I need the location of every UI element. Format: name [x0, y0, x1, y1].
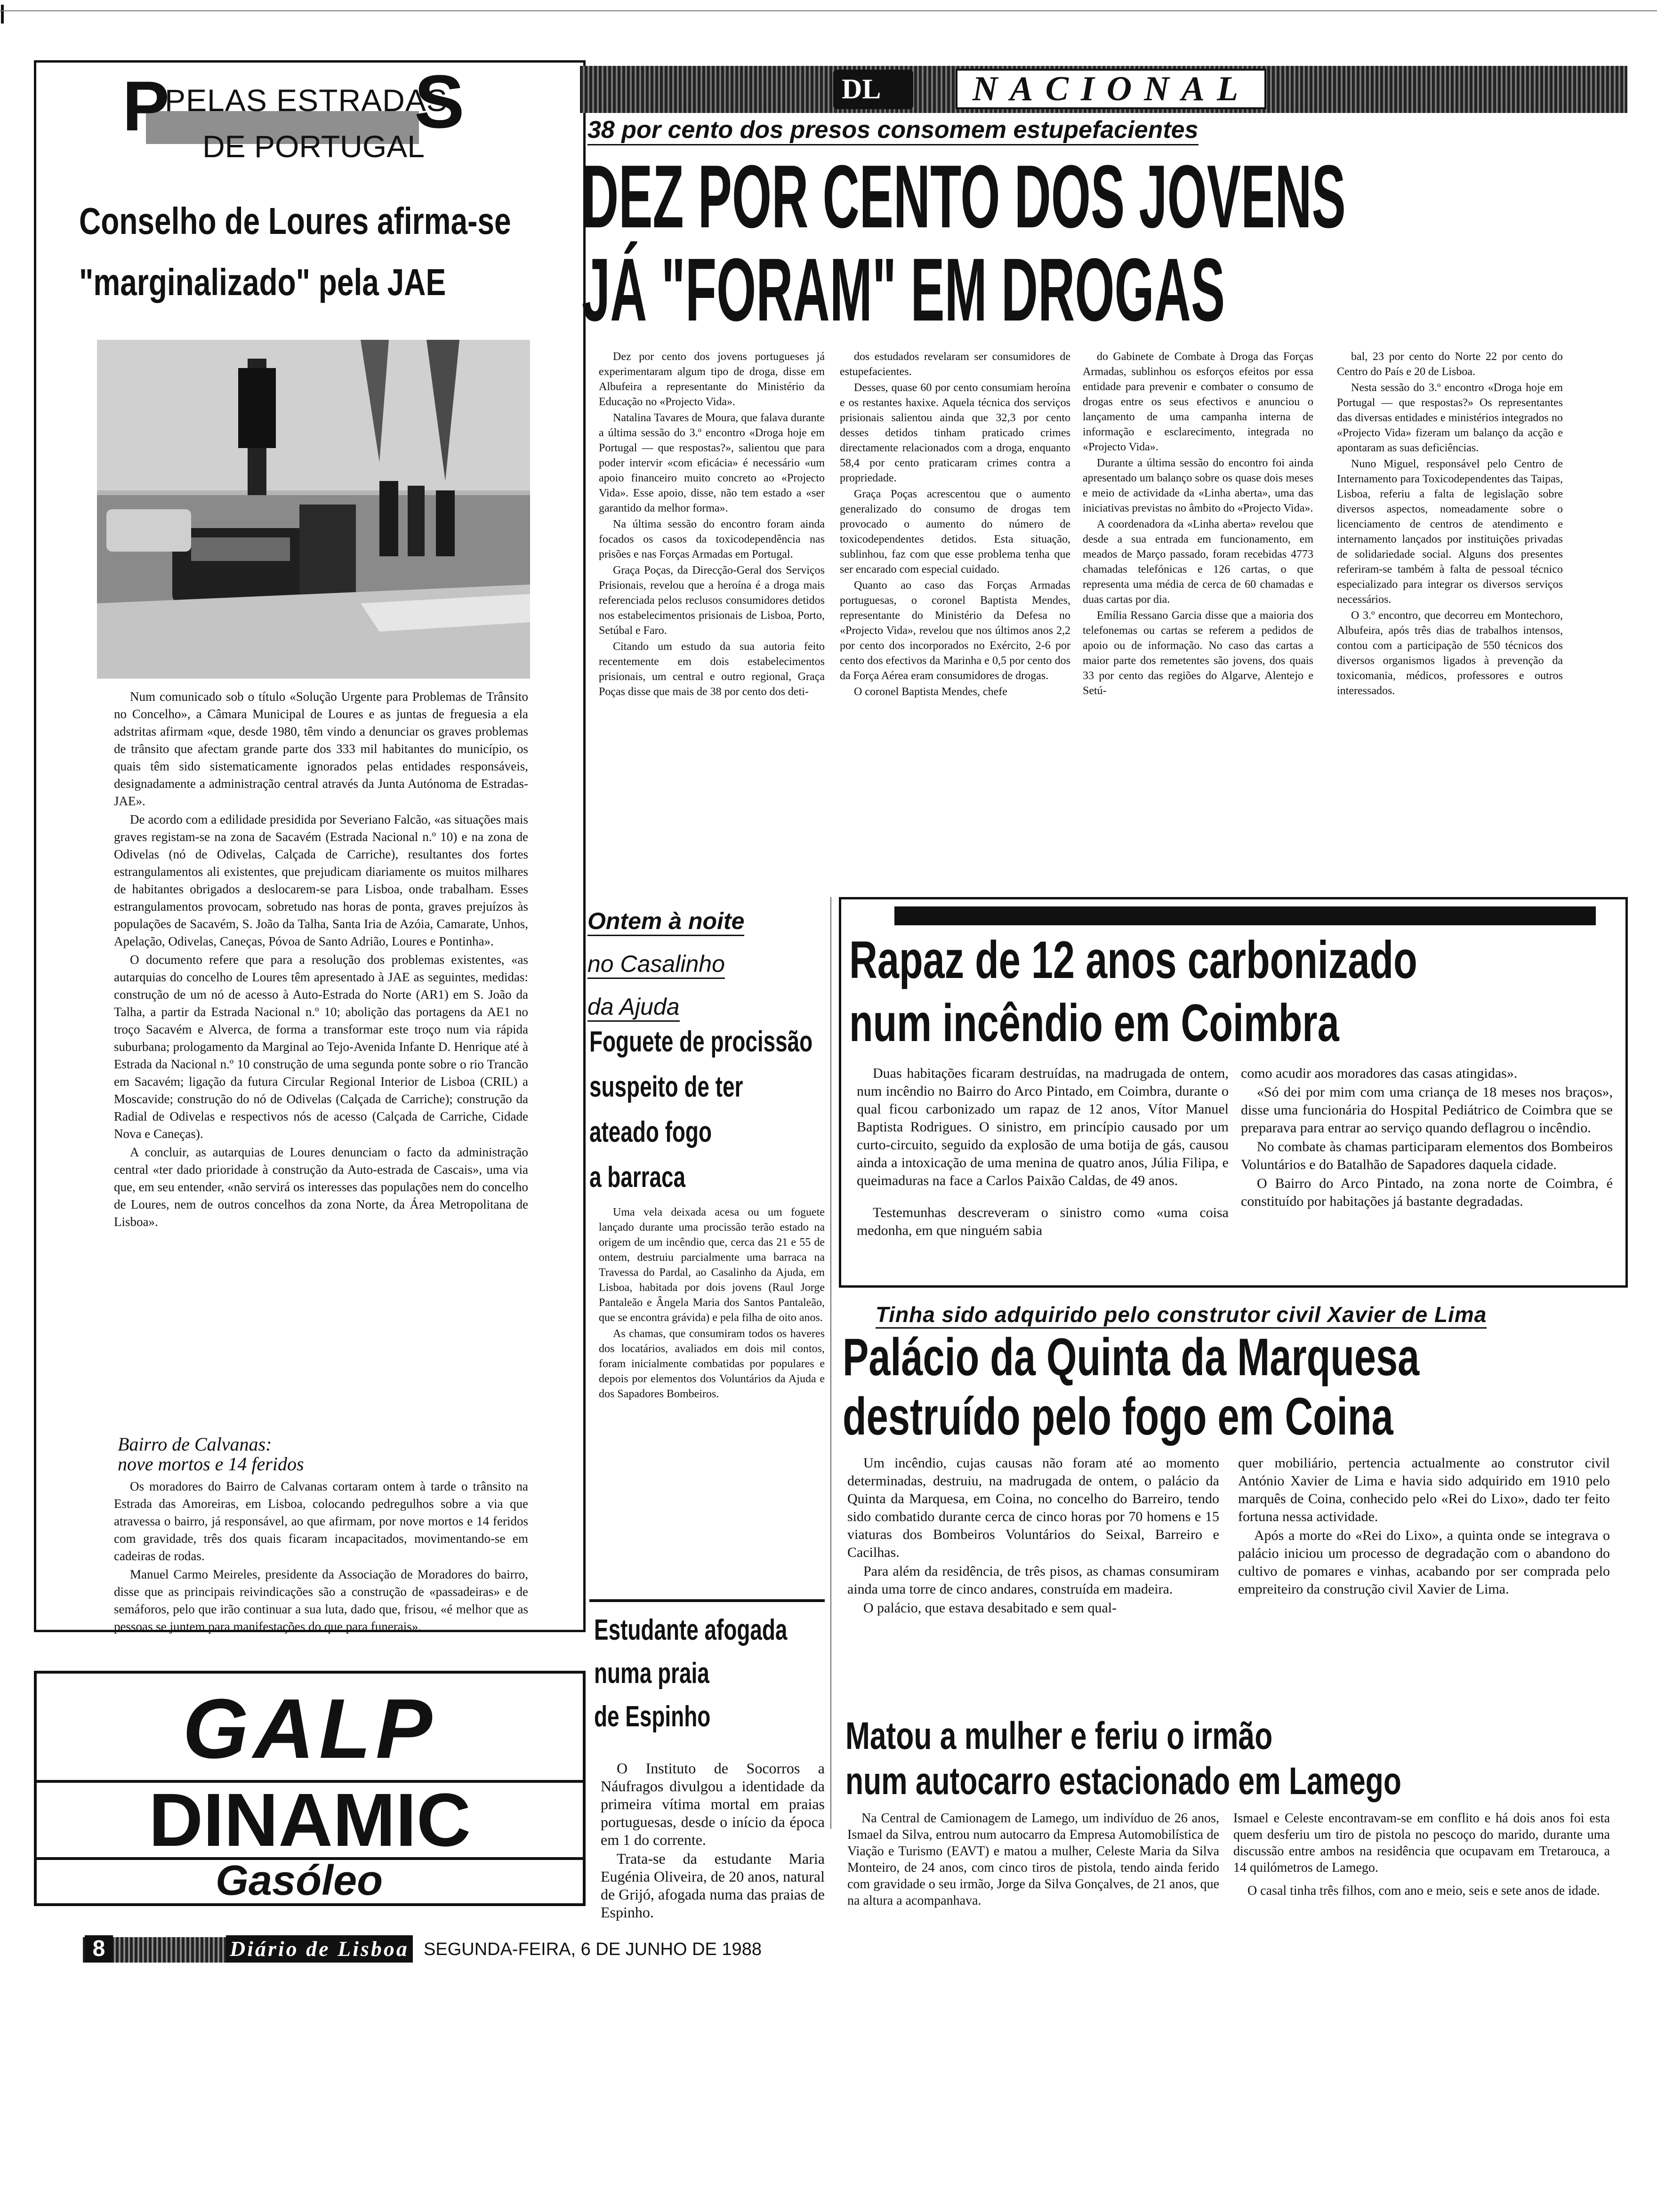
coimbra-top-bar: [894, 906, 1596, 925]
coimbra-headline-line2: num incêndio em Coimbra: [849, 994, 1339, 1052]
galp-tagline: Gasóleo: [216, 1857, 383, 1904]
coimbra-col2: [1241, 1065, 1613, 1211]
ajuda-headline-line3: ateado fogo: [589, 1116, 712, 1148]
galp-product: DINAMIC: [148, 1778, 471, 1862]
loures-paragraph: De acordo com a edilidade presidida por Severiano Falcão, «as situações mais graves registam-se na zona de Sacavém (Estrada Nacional n.º 10) e na zona de Odivelas (nó de Odivelas, Calçada de Carriche), resultantes dos fortes estrangulamentos ali existentes, que prejudicam diariamente os muitos milhares de habitantes obrigados a deslocarem-se para Lisboa, onde trabalham. Esses estrangulamentos provocam, sobretudo nas horas de ponta, graves prejuízos às populações de Sacavém, S. João da Talha, Santa Iria de Azóia, Camarate, Unhos, Apelação, Odivelas, Caneças, Póvoa de Santo Adrião, Loures e Pontinha».: [114, 812, 528, 948]
loures-paragraph: O documento refere que para a resolução dos problemas existentes, «as autarquias do concelho de Loures têm apresentado à JAE as seguintes, medidas: construção de um nó de acesso à Auto-Estrada do Norte (AR1) em S. João da Talha, a partir da Estrada Nacional n.º 10; abolição das portagens da AE1 no troço Sacavém e Alverca, de forma a transformar este troço num via rápida suburbana; prologamento da Marginal ao Tejo-Avenida Infante D. Henrique até à Estrada da Nacional n.º 10 construção de uma segunda ponte sobre o rio Trancão em Sacavém; ligação da futura Circular Regional Interior de Lisboa (CRIL) a Moscavide; construção do nó de Odivelas (Calçada de Carriche); construção da Radial de Odivelas e respectivos nós de acesso (Calçada de Carriche, Cidade Nova e Caneças).: [114, 953, 528, 1141]
coimbra-paragraph: Testemunhas descreveram o sinistro como «uma coisa medonha, em que ninguém sabia: [857, 1205, 1229, 1238]
drugs-paragraph: O coronel Baptista Mendes, chefe: [854, 686, 1007, 698]
espinho-headline-line3: de Espinho: [594, 1700, 711, 1733]
ajuda-headline-line4: a barraca: [589, 1161, 686, 1194]
lamego-headline-line2: num autocarro estacionado em Lamego: [845, 1760, 1401, 1803]
ajuda-headline-line2: suspeito de ter: [589, 1071, 743, 1103]
lamego-col1: [847, 1810, 1219, 1910]
drugs-column-1: [599, 349, 825, 700]
drugs-paragraph: Na última sessão do encontro foram ainda focados os casos da toxicodependência nas prisões e nas Forças Armadas em Portugal.: [599, 518, 825, 561]
drugs-paragraph: Nuno Miguel, responsável pelo Centro de Internamento para Toxicodependentes das Taipas, Lisboa, referiu a falta de legislação sobre diversos aspectos, nomeadamente sobre o licenciamento de centros de atendimento e internamento lançados por instituições privadas de solidariedade social. Alguns dos presentes referiram-se também à falta de pessoal técnico especializado para integrar os diversos serviços necessários.: [1337, 458, 1563, 606]
espinho-paragraph: O Instituto de Socorros a Náufragos divulgou a identidade da primeira vítima mortal em praias portuguesas, desde o início da época em 1 do corrente.: [601, 1760, 825, 1848]
drugs-kicker: 38 por cento dos presos consomem estupefacientes: [587, 116, 1199, 145]
espinho-headline-line1: Estudante afogada: [594, 1614, 788, 1646]
drugs-paragraph: Citando um estudo da sua autoria feito recentemente em dois estabelecimentos prisionais, um central e outro regional, Graça Poças disse que mais de 38 por cento dos deti-: [599, 641, 825, 698]
ajuda-headline-line1: Foguete de procissão: [589, 1026, 813, 1058]
coimbra-paragraph: No combate às chamas participaram elementos dos Bombeiros Voluntários e do Batalhão de Sapadores daquela cidade.: [1241, 1139, 1613, 1172]
galp-ad: [34, 1671, 586, 1906]
drugs-paragraph: Dez por cento dos jovens portugueses já experimentaram algum tipo de droga, disse em Albufeira a representante do Ministério da Educação no «Projecto Vida».: [599, 351, 825, 408]
loures-headline-line1: Conselho de Loures afirma-se: [79, 200, 511, 242]
ajuda-paragraph: Uma vela deixada acesa ou um foguete lançado durante uma procissão terão estado na origem de um incêndio que, cerca das 21 e 55 de ontem, destruiu parcialmente uma barraca na Travessa do Pardal, ao Casalinho da Ajuda, em Lisboa, habitada por dois jovens (Raul Jorge Pantaleão e Ângela Maria dos Santos Pantaleão, que se encontra grávida) e pela filha de oito anos.: [599, 1206, 825, 1324]
drugs-paragraph: Nesta sessão do 3.º encontro «Droga hoje em Portugal — que respostas?» Os representantes das diversas entidades e ministérios integrados no «Projecto Vida» fizeram um balanço da acção e apontaram as suas deficiências.: [1337, 382, 1563, 454]
coina-kicker: Tinha sido adquirido pelo construtor civil Xavier de Lima: [876, 1302, 1487, 1329]
footer-paper-name: Diário de Lisboa: [226, 1935, 413, 1963]
ajuda-kicker-line2: no Casalinho: [587, 950, 725, 979]
dl-mark: DL: [842, 73, 881, 104]
drugs-paragraph: Durante a última sessão do encontro foi ainda apresentado um balanço sobre os quase dois meses e meio de actividade da «Linha aberta», uma das iniciativas previstas no âmbito do «Projecto Vida».: [1083, 457, 1313, 514]
espinho-rule: [589, 1599, 825, 1602]
drugs-headline-line2: JÁ "FORAM" EM DROGAS: [582, 240, 1225, 340]
espinho-paragraph: Trata-se da estudante Maria Eugénia Oliveira, de 20 anos, natural de Grijó, afogada numa das praias de Espinho.: [601, 1850, 825, 1921]
column-rule: [830, 897, 831, 1829]
coimbra-headline-line1: Rapaz de 12 anos carbonizado: [849, 930, 1417, 989]
top-border: [0, 10, 1657, 11]
lamego-headline-line1: Matou a mulher e feriu o irmão: [845, 1715, 1273, 1757]
calvanas-paragraph: Manuel Carmo Meireles, presidente da Associação de Moradores do bairro, disse que as principais reivindicações são a construção de «passadeiras» e de semáforos, pelo que irão continuar a sua luta, dado que, frisou, «é melhor que as pessoas se juntem para manifestações do que para funerais».: [114, 1567, 528, 1634]
street-photo: [97, 340, 530, 679]
ajuda-kicker: [587, 907, 809, 1022]
loures-headline-line2: "marginalizado" pela JAE: [79, 261, 446, 303]
logo-letter-s: S: [414, 59, 465, 144]
drugs-column-4: [1337, 349, 1563, 699]
loures-body: [114, 688, 528, 1232]
drugs-column-3: [1083, 349, 1313, 699]
drugs-column-2: [840, 349, 1070, 700]
coina-paragraph: Um incêndio, cujas causas não foram até ao momento determinadas, destruiu, na madrugada de ontem, o palácio da Quinta da Marquesa, em Coina, no concelho do Barreiro, tendo sido combatido durante cerca de cinco horas por 70 homens e 15 viaturas dos Bombeiros Voluntários do Seixal, Barreiro e Cacilhas.: [847, 1455, 1219, 1560]
drugs-paragraph: dos estudados revelaram ser consumidores de estupefacientes.: [840, 351, 1070, 378]
drugs-paragraph: A coordenadora da «Linha aberta» revelou que desde a sua entrada em funcionamento, em meados de Março passado, foram recebidas 4773 chamadas telefónicas e 126 cartas, o que representa uma média de cerca de 60 chamadas e duas cartas por dia.: [1083, 518, 1313, 606]
calvanas-body: [114, 1478, 528, 1636]
coina-col2: [1238, 1454, 1610, 1599]
coimbra-paragraph: Duas habitações ficaram destruídas, na madrugada de ontem, num incêndio no Bairro do Arco Pintado, em Coimbra, durante o qual ficou carbonizado um rapaz de 12 anos, Vítor Manuel Baptista Rodrigues. O sinistro, em princípio causado por um curto-circuito, seguido da explosão de uma botija de gás, causou ainda a intoxicação de uma menina de quatro anos, Júlia Filipa, e queimaduras na face a Carlos Paixão Caldas, de 49 anos.: [857, 1066, 1229, 1188]
footer-date: SEGUNDA-FEIRA, 6 DE JUNHO DE 1988: [424, 1940, 762, 1959]
calvanas-subhead-line1: Bairro de Calvanas:: [118, 1434, 272, 1455]
logo-line2: DE PORTUGAL: [202, 129, 425, 164]
drugs-paragraph: Emília Ressano Garcia disse que a maioria dos telefonemas ou cartas se referem a pedidos de apoio ou de informação. No caso das cartas a maior parte dos remetentes são jovens, dos quais 33 por cento das regiões do Algarve, Alentejo e Setú-: [1083, 609, 1313, 697]
lamego-paragraph: Na Central de Camionagem de Lamego, um indivíduo de 26 anos, Ismael da Silva, entrou num autocarro da Empresa Automobilística de Viação e Turismo (EAVT) e matou a mulher, Celeste Maria da Silva Monteiro, de 24 anos, com cinco tiros de pistola, tendo ainda ferido com gravidade o seu irmão, Jorge da Silva Gonçalves, de 21 anos, que na altura a acompanhava.: [847, 1811, 1219, 1908]
lamego-col2: [1233, 1810, 1610, 1900]
ajuda-kicker-line1: Ontem à noite: [587, 907, 744, 936]
loures-paragraph: Num comunicado sob o título «Solução Urgente para Problemas de Trânsito no Concelho», a Câmara Municipal de Loures e as juntas de freguesia a ela adstritas afirmam «que, desde 1980, têm vindo a denunciar os graves problemas de trânsito que afectam grande parte dos 333 mil habitantes do município, os quais têm sido sistematicamente ignorados pelas entidades responsáveis, designadamente a administração central através da Junta Autónoma de Estradas-JAE».: [114, 689, 528, 808]
drugs-paragraph: Graça Poças acrescentou que o aumento generalizado do consumo de drogas tem provocado o aumento do número de toxicodependentes detidos. Esta situação, sublinhou, faz com que esse problema tenha que ser encarado com especial cuidado.: [840, 488, 1070, 576]
lamego-paragraph: O casal tinha três filhos, com ano e meio, seis e sete anos de idade.: [1247, 1883, 1600, 1898]
logo-line1: PELAS ESTRADAS: [165, 83, 448, 118]
ajuda-paragraph: As chamas, que consumiram todos os haveres dos locatários, avaliados em dois mil contos, foram inicialmente combatidas por populares e depois por elementos dos Voluntários da Ajuda e dos Sapadores Bombeiros.: [599, 1328, 825, 1400]
street-photo-drawing: [97, 340, 530, 679]
calvanas-subhead: [118, 1435, 523, 1474]
drugs-paragraph: Natalina Tavares de Moura, que falava durante a última sessão do 3.º encontro «Droga hoje em Portugal — que respostas?», salientou que para poder intervir «com eficácia» é necessário «um apoio financeiro muito concreto ao «Projecto Vida». Esse apoio, disse, não tem estado a «ser garantido da melhor forma».: [599, 412, 825, 514]
footer-page-number: 8: [85, 1935, 113, 1963]
drugs-headline-line1: DEZ POR CENTO DOS JOVENS: [582, 147, 1346, 247]
coimbra-col1: [857, 1065, 1229, 1241]
section-logo-dl: [833, 70, 913, 109]
calvanas-paragraph: Os moradores do Bairro de Calvanas cortaram ontem à tarde o trânsito na Estrada das Amoreiras, em Lisboa, colocando pedregulhos sobre a via que atravessa o bairro, já responsável, ao que afirmam, por nove mortos e 14 feridos com gravidade, três dos quais ficaram incapacitados, movimentando-se em cadeiras de rodas.: [114, 1479, 528, 1563]
espinho-headline: [594, 1609, 825, 1739]
coimbra-paragraph: como acudir aos moradores das casas atingidas».: [1241, 1066, 1518, 1081]
ajuda-kicker-line3: da Ajuda: [587, 993, 680, 1022]
section-label: NACIONAL: [972, 70, 1251, 108]
ajuda-headline: [589, 1019, 825, 1200]
drugs-paragraph: do Gabinete de Combate à Droga das Forças Armadas, sublinhou os esforços efeitos por essa entidade para prevenir e combater o consumo de drogas entre os seus efectivos e anunciou o lançamento de uma campanha interna de informação e esclarecimento, integrada no «Projecto Vida».: [1083, 351, 1313, 453]
espinho-body: [601, 1759, 825, 1922]
section-logo: [118, 59, 494, 183]
drugs-paragraph: Quanto ao caso das Forças Armadas portuguesas, o coronel Baptista Mendes, representante do Ministério da Defesa no «Projecto Vida», revelou que nos últimos anos 2,2 por cento dos incorporados no Exército, 2-6 por cento dos efectivos da Marinha e 0,5 por cento dos da Força Aérea eram consumidores de drogas.: [840, 579, 1070, 682]
calvanas-subhead-line2: nove mortos e 14 feridos: [118, 1453, 304, 1475]
galp-brand: GALP: [182, 1682, 437, 1776]
logo-letter-p: P: [122, 66, 170, 145]
coina-col1: [847, 1454, 1219, 1618]
coimbra-paragraph: O Bairro do Arco Pintado, na zona norte de Coimbra, é constituído por habitações já bastante degradadas.: [1241, 1176, 1613, 1209]
coina-paragraph: Para além da residência, de três pisos, as chamas consumiram ainda uma torre de cinco andares, construída em madeira.: [847, 1563, 1219, 1597]
drugs-paragraph: bal, 23 por cento do Norte 22 por cento do Centro do País e 20 de Lisboa.: [1337, 351, 1563, 378]
lamego-paragraph: Ismael e Celeste encontravam-se em conflito e há dois anos foi esta quem desferiu um tiro de pistola no pescoço do marido, durante uma discussão entre ambos na residência que ocupavam em Tretarouca, a 14 quilómetros de Lamego.: [1233, 1811, 1610, 1875]
coina-paragraph: Após a morte do «Rei do Lixo», a quinta onde se integrava o palácio iniciou um processo de degradação com o abandono do cultivo de pomares e vinhas, acabando por ser comprada pelo empreiteiro da construção civil Xavier de Lima.: [1238, 1528, 1610, 1597]
loures-paragraph: A concluir, as autarquias de Loures denunciam o facto da administração central «ter dado prioridade à construção da Auto-estrada de Cascais», uma via que, em seu entender, «não servirá os interesses das populações nem do concelho de Loures, nem de outros concelhos da zona Norte, da Área Metropolitana de Lisboa».: [114, 1145, 528, 1229]
edge-mark: [1, 5, 4, 24]
coina-paragraph: quer mobiliário, pertencia actualmente ao construtor civil António Xavier de Lima e havia sido adquirido em 1910 pelo marquês de Coina, conhecido pelo «Rei do Lixo», dado ter feito fortuna nessa actividade.: [1238, 1455, 1610, 1524]
drugs-paragraph: O 3.º encontro, que decorreu em Montechoro, Albufeira, após três dias de trabalhos intensos, contou com a participação de 550 técnicos dos diversos organismos ligados à prevenção da toxicomania, médicos, professores e outros interessados.: [1337, 609, 1563, 697]
coimbra-paragraph: «Só dei por mim com uma criança de 18 meses nos braços», disse uma funcionária do Hospital Pediátrico de Coimbra que se preparava para entrar ao serviço quando deflagrou o incêndio.: [1241, 1084, 1613, 1136]
ajuda-body: [599, 1205, 825, 1403]
espinho-headline-line2: numa praia: [594, 1657, 709, 1690]
coina-headline-line2: destruído pelo fogo em Coina: [843, 1387, 1393, 1446]
drugs-paragraph: Desses, quase 60 por cento consumiam heroína e os restantes haxixe. Aquela técnica dos serviços prisionais salientou ainda que 32,3 por cento desses detidos tinham praticado crimes directamente relacionados com a droga, enquanto 58,4 por cento praticaram crimes contra a propriedade.: [840, 382, 1070, 484]
coina-paragraph: O palácio, que estava desabitado e sem qual-: [863, 1600, 1117, 1616]
drugs-paragraph: Graça Poças, da Direcção-Geral dos Serviços Prisionais, revelou que a heroína é a droga mais referenciada pelos reclusos consumidores detidos nos estabelecimentos prisionais de Lisboa, Porto, Setúbal e Faro.: [599, 564, 825, 637]
coina-headline-line1: Palácio da Quinta da Marquesa: [843, 1328, 1420, 1387]
